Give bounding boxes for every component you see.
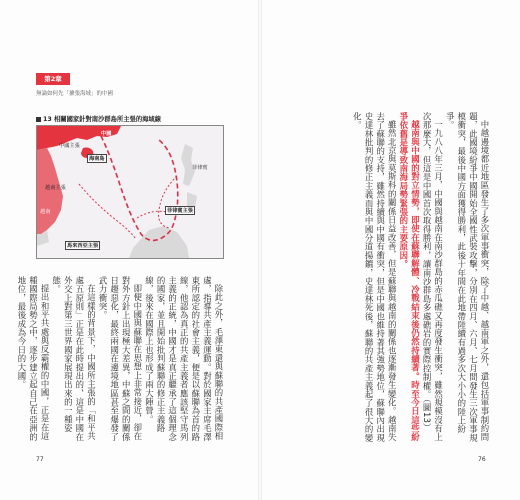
label-philippines-claim: 菲律賓主張 xyxy=(167,208,193,214)
caption-square-icon xyxy=(36,117,41,122)
label-vietnam-claim: 越南主張 xyxy=(45,185,66,191)
right-page xyxy=(262,0,520,500)
left-paragraph-1: 除此之外，毛澤東還與蘇聯的共產國際相處，指導共產主義運動。對於國家主席毛澤東所認定的社會主義，便是以蘇聯為首的路線，他認為真正的共產主義者應該堅守馬列主義的正統，中國才是真正繼承了這個理念的國家，並且開始批判蘇聯的修正主義路線，後來在國際上也形成了兩大陣營。 xyxy=(144,276,224,442)
right-paragraph-1: 中越邊境都近地區發生了多次軍事衝突，除了中越、越南軍之外，還包括軍事制約問題，此國境紛爭中國開始全國性武裝攻擊，分別在四月、六月、七月間發生三次軍事規模衝突，最後中國方面獲得勝利，此後十年間在此地帶陸續有過多次大小小的陸上紛爭。 xyxy=(445,112,490,443)
left-paragraph-3: 在這樣的背景下，中國所主張的「和平共處五原則」正是在此時提出的，這是中國在外交上對第三世界國家展現出來的一種姿態。 xyxy=(51,276,97,442)
figure-number: 13 xyxy=(43,116,52,123)
south-china-sea-map xyxy=(36,125,224,259)
right-paragraph-2: 一九八八年三月，中國與越南在南沙群島的赤瓜礁又再度發生衝突，雖然規模沒有上次那麼大，但這是中國首次取得勝利，讓南沙群島多處礁岩的實際控制權。（圖13） xyxy=(422,112,444,442)
label-china: 中國 xyxy=(101,131,112,137)
highlighted-paragraph: 越南與中國的對立情勢，即使在蘇聯解體、冷戰結束後仍然持續著。時至今日這些紛爭依舊是導致南海局勢緊張的主要原因。 xyxy=(398,112,421,442)
left-page xyxy=(0,0,258,500)
figure-title: 相關國家針對南沙群島所主張的海域線 xyxy=(53,116,162,123)
label-philippines: 菲律賓 xyxy=(192,165,208,171)
chapter-subtitle: 無論如何先「擴張海域」的中國 xyxy=(36,91,114,97)
left-page-body xyxy=(16,276,224,448)
chapter-tab: 第2章 xyxy=(36,73,70,85)
label-hainan: 海南島 xyxy=(89,156,105,162)
right-page-body xyxy=(292,112,490,448)
figure-caption xyxy=(36,114,161,123)
label-china-claim: 中國主張 xyxy=(59,143,80,149)
left-page-number: 77 xyxy=(36,456,44,463)
right-page-number: 76 xyxy=(478,456,486,463)
left-paragraph-4: 提出和平共處與反霸權的中國，正是在這種國際局勢之中，逐步建立起自己在亞洲的地位，最後成為今日的大國。 xyxy=(16,276,51,442)
right-paragraph-3: 雖然北京與莫斯科的關係日益改善，但是蘇聯與越南的關係也逐漸發生變化。越南失去了蘇聯的支持，雖然持續與中國有衝突，但是中國也維持著其強勢地位，蘇聯內出現史達林批判的修正主義而與中國分道揚鑣，史達林死後，蘇聯的共產主義起了很大的變化。 xyxy=(352,112,398,443)
label-malaysia-claim: 馬來西亞主張 xyxy=(67,243,99,249)
label-vietnam: 越南 xyxy=(40,209,51,215)
left-paragraph-2: 即便中國與蘇聯在思想上非常接近，卻在對外方針上出現極大差異，中蘇之間的關係日趨惡化，最終兩國在邊境地區甚至爆發了武力衝突。 xyxy=(98,276,143,442)
